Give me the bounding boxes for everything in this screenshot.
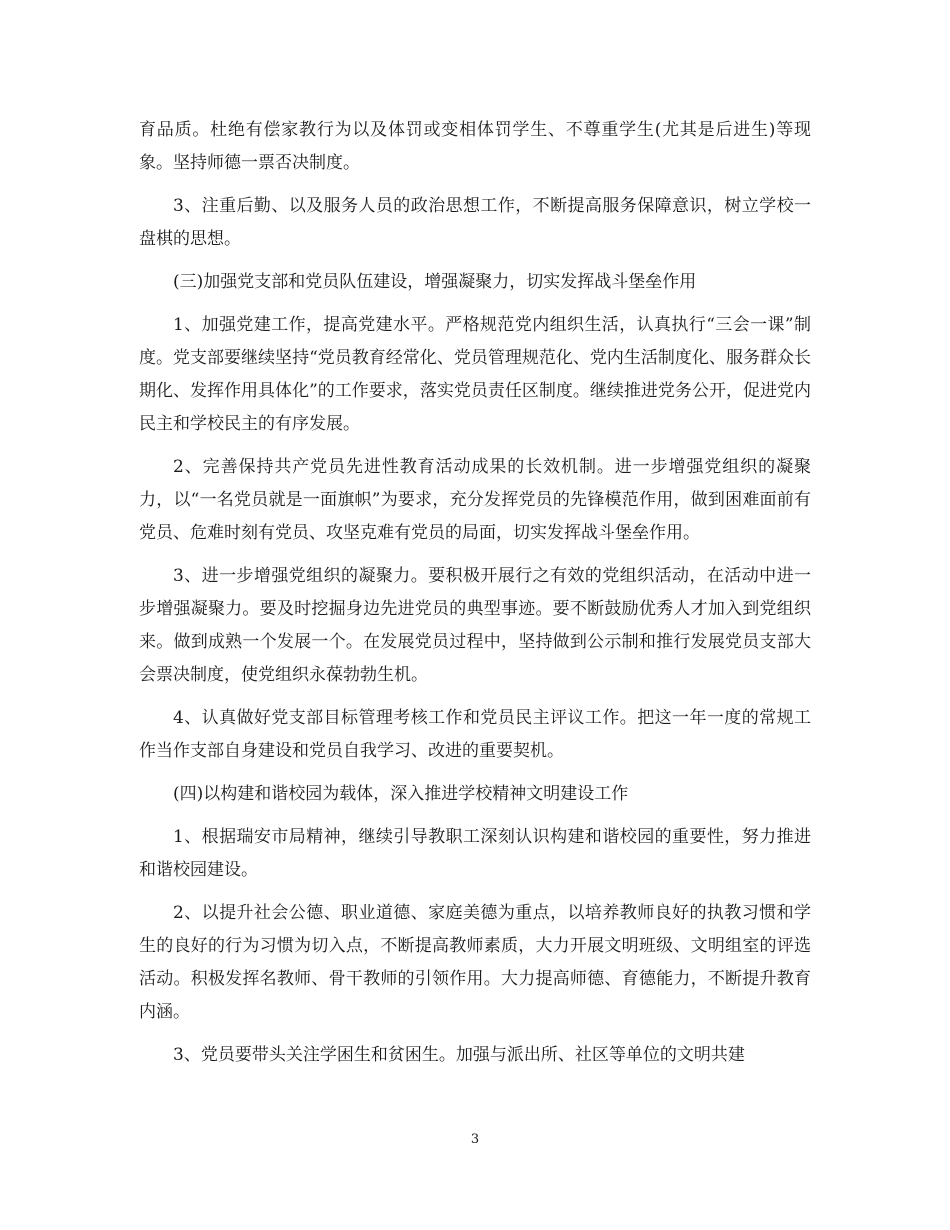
- page-number: 3: [470, 1132, 480, 1147]
- paragraph-assessment: 4、认真做好党支部目标管理考核工作和党员民主评议工作。把这一年一度的常规工作当作支部自身建设和党员自我学习、改进的重要契机。: [139, 708, 811, 761]
- paragraph-cohesion: 3、进一步增强党组织的凝聚力。要积极开展行之有效的党组织活动，在活动中进一步增强凝聚力。要及时挖掘身边先进党员的典型事迹。要不断鼓励优秀人才加入到党组织来。做到成熟一个发展一个。在发展党员过程中，坚持做到公示制和推行发展党员支部大会票决制度，使党组织永葆勃勃生机。: [139, 566, 811, 685]
- document-body: [139, 114, 811, 1082]
- paragraph-students-care: 3、党员要带头关注学困生和贫困生。加强与派出所、社区等单位的文明共建: [173, 1045, 745, 1065]
- paragraph-ethics: 2、以提升社会公德、职业道德、家庭美德为重点，以培养教师良好的执教习惯和学生的良好的行为习惯为切入点，不断提高教师素质，大力开展文明班级、文明组室的评选活动。积极发挥名教师、骨干教师的引领作用。大力提高师德、育德能力，不断提升教育内涵。: [139, 903, 811, 1022]
- section-heading-party-branch: (三)加强党支部和党员队伍建设，增强凝聚力，切实发挥战斗堡垒作用: [173, 272, 697, 292]
- paragraph-party-building: 1、加强党建工作，提高党建水平。严格规范党内组织生活，认真执行“三会一课”制度。党支部要继续坚持“党员教育经常化、党员管理规范化、党内生活制度化、服务群众长期化、发挥作用具体化”的工作要求，落实党员责任区制度。继续推进党务公开，促进党内民主和学校民主的有序发展。: [139, 315, 811, 434]
- paragraph-continuation: 育品质。杜绝有偿家教行为以及体罚或变相体罚学生、不尊重学生(尤其是后进生)等现象。坚持师德一票否决制度。: [139, 120, 811, 173]
- paragraph-harmonious-campus: 1、根据瑞安市局精神，继续引导教职工深刻认识构建和谐校园的重要性，努力推进和谐校园建设。: [139, 827, 811, 880]
- paragraph-long-term-mechanism: 2、完善保持共产党员先进性教育活动成果的长效机制。进一步增强党组织的凝聚力，以“一名党员就是一面旗帜”为要求，充分发挥党员的先锋模范作用，做到困难面前有党员、危难时刻有党员、攻坚克难有党员的局面，切实发挥战斗堡垒作用。: [139, 457, 811, 543]
- paragraph-logistics-staff: 3、注重后勤、以及服务人员的政治思想工作，不断提高服务保障意识，树立学校一盘棋的思想。: [139, 196, 811, 249]
- section-heading-harmonious-campus: (四)以构建和谐校园为载体，深入推进学校精神文明建设工作: [173, 784, 629, 804]
